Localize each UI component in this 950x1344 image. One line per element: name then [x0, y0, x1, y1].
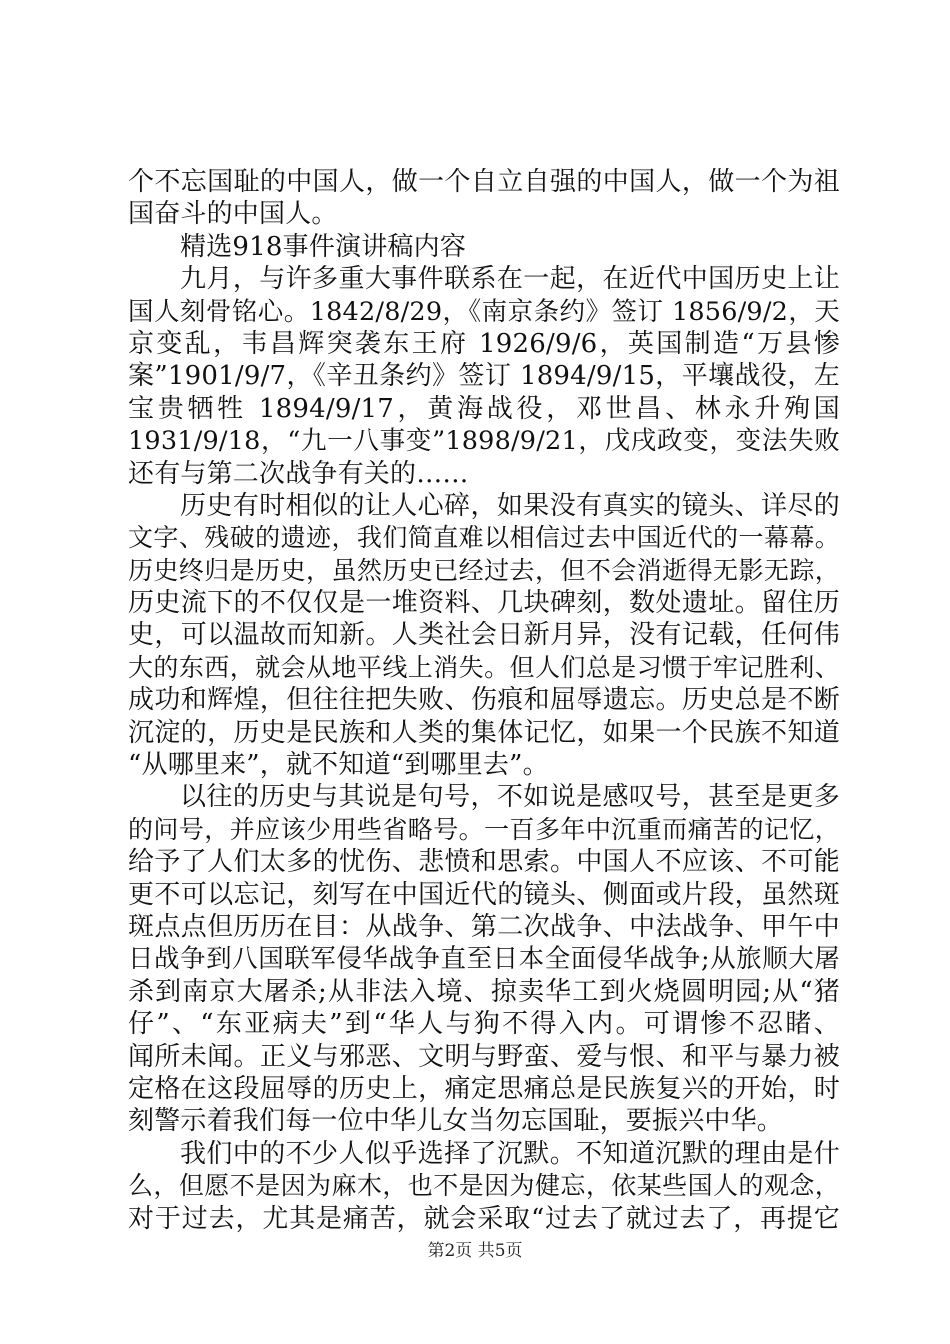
- text-line: 么，但愿不是因为麻木，也不是因为健忘，依某些国人的观念，: [128, 1171, 840, 1201]
- text-line: 闻所未闻。正义与邪恶、文明与野蛮、爱与恨、和平与暴力被: [128, 1041, 840, 1072]
- text-line: 沉淀的，历史是民族和人类的集体记忆，如果一个民族不知道: [128, 717, 840, 748]
- text-line: 的问号，并应该少用些省略号。一百多年中沉重而痛苦的记忆，: [128, 814, 840, 844]
- text-line: 仔”、“东亚病夫”到“华人与狗不得入内。可谓惨不忍睹、: [128, 1009, 840, 1040]
- text-line: 日战争到八国联军侵华战争直至日本全面侵华战争;从旅顺大屠: [128, 944, 840, 975]
- text-line: 国人刻骨铭心。1842/8/29，《南京条约》签订 1856/9/2，天: [128, 296, 840, 327]
- text-line: 更不可以忘记，刻写在中国近代的镜头、侧面或片段，虽然斑: [128, 879, 840, 910]
- text-line: 京变乱，韦昌辉突袭东王府 1926/9/6，英国制造“万县惨: [128, 328, 840, 359]
- text-line: 刻警示着我们每一位中华儿女当勿忘国耻，要振兴中华。: [128, 1106, 784, 1137]
- text-line: 历史流下的不仅仅是一堆资料、几块碑刻，数处遗址。留住历: [128, 588, 840, 619]
- text-line: 杀到南京大屠杀;从非法入境、掠卖华工到火烧圆明园;从“猪: [128, 976, 840, 1007]
- paragraph-start-line: 历史有时相似的让人心碎，如果没有真实的镜头、详尽的: [180, 490, 840, 521]
- paragraph-start-line: 我们中的不少人似乎选择了沉默。不知道沉默的理由是什: [180, 1138, 840, 1169]
- page-number-footer: 第2页 共5页: [427, 1241, 523, 1261]
- text-line: 宝贵牺牲 1894/9/17，黄海战役，邓世昌、林永升殉国: [128, 393, 840, 424]
- paragraph-start-line: 九月，与许多重大事件联系在一起，在近代中国历史上让: [180, 264, 840, 295]
- text-line: 斑点点但历历在目：从战争、第二次战争、中法战争、甲午中: [128, 911, 840, 942]
- text-line: 定格在这段屈辱的历史上，痛定思痛总是民族复兴的开始，时: [128, 1073, 840, 1104]
- text-line: 对于过去，尤其是痛苦，就会采取“过去了就过去了，再提它: [128, 1203, 840, 1234]
- text-line: 文字、残破的遗迹，我们简直难以相信过去中国近代的一幕幕。: [128, 523, 840, 553]
- text-line: 史，可以温故而知新。人类社会日新月异，没有记载，任何伟: [128, 620, 840, 651]
- text-line: 个不忘国耻的中国人，做一个自立自强的中国人，做一个为祖: [128, 167, 840, 197]
- text-line: 大的东西，就会从地平线上消失。但人们总是习惯于牢记胜利、: [128, 652, 840, 682]
- paragraph-start-line: 以往的历史与其说是句号，不如说是感叹号，甚至是更多: [180, 782, 840, 813]
- section-heading: 精选918事件演讲稿内容: [180, 231, 467, 262]
- text-line: “从哪里来”，就不知道“到哪里去”。: [128, 750, 549, 781]
- text-line: 历史终归是历史，虽然历史已经过去，但不会消逝得无影无踪，: [128, 555, 840, 585]
- text-line: 给予了人们太多的忧伤、悲愤和思索。中国人不应该、不可能: [128, 847, 840, 878]
- document-body: [128, 166, 840, 1235]
- text-line: 还有与第二次战争有关的……: [128, 458, 469, 489]
- text-line: 1931/9/18，“九一八事变”1898/9/21，戊戌政变，变法失败: [128, 426, 840, 457]
- text-line: 成功和辉煌，但往往把失败、伤痕和屈辱遗忘。历史总是不断: [128, 685, 840, 716]
- text-line: 国奋斗的中国人。: [128, 199, 338, 230]
- text-line: 案”1901/9/7，《辛丑条约》签订 1894/9/15，平壤战役，左: [128, 361, 840, 392]
